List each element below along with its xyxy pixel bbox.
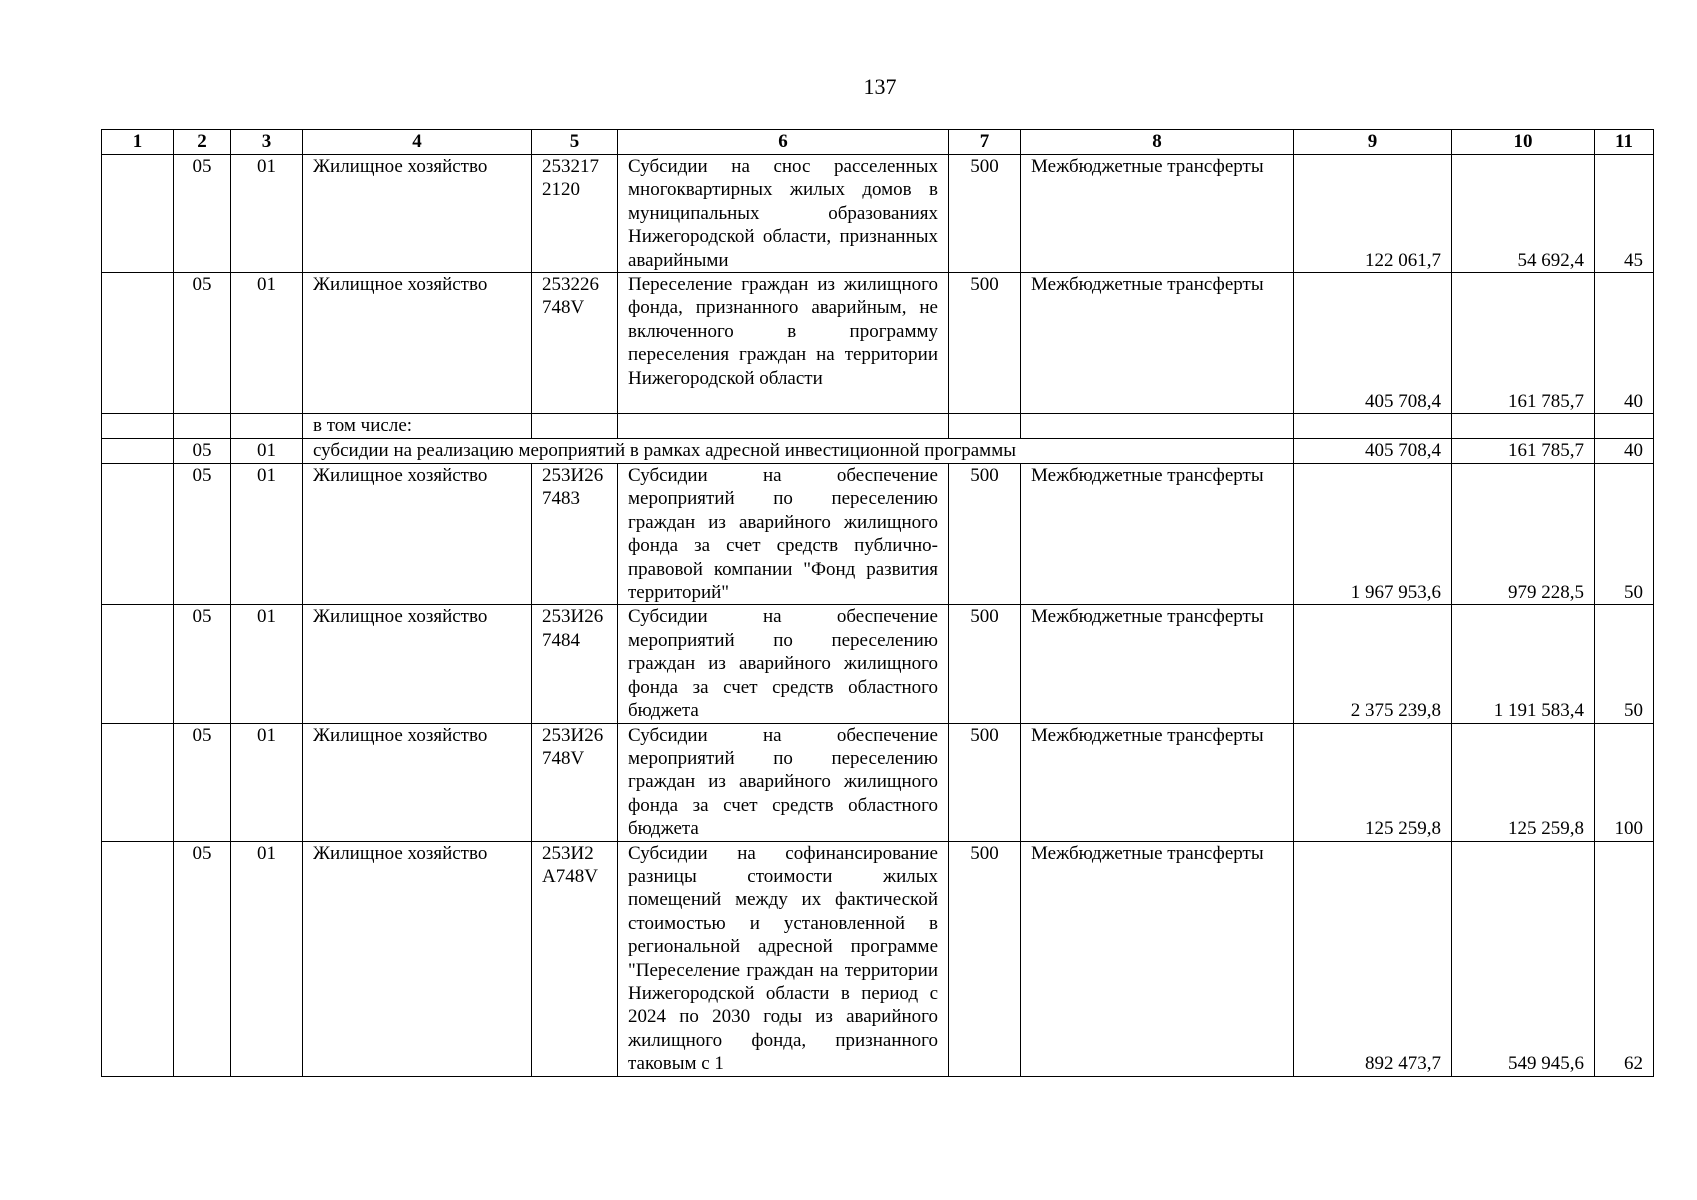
cell-target-code: 2532172120 — [532, 155, 618, 273]
cell-empty — [174, 414, 231, 439]
cell-target-code: 253226748V — [532, 273, 618, 414]
cell-subsection: 01 — [231, 439, 303, 464]
cell-expense-name: Межбюджетные трансферты — [1021, 723, 1294, 841]
header-row — [102, 130, 1654, 155]
including-label: в том числе: — [303, 414, 532, 439]
cell-empty — [1294, 414, 1452, 439]
cell-expense-type: 500 — [949, 841, 1021, 1076]
cell-expense-name: Межбюджетные трансферты — [1021, 841, 1294, 1076]
cell-amount-10: 125 259,8 — [1452, 723, 1595, 841]
table-row — [102, 464, 1654, 605]
cell-purpose: Субсидии на обеспечение мероприятий по переселению граждан из аварийного жилищного фонда за счет средств публично-правовой компании "Фонд развития территорий" — [618, 464, 949, 605]
cell-percent: 50 — [1595, 605, 1654, 723]
cell-amount-10: 161 785,7 — [1452, 439, 1595, 464]
cell-empty — [1021, 414, 1294, 439]
cell-empty — [102, 841, 174, 1076]
cell-purpose: Переселение граждан из жилищного фонда, признанного аварийным, не включенного в программу переселения граждан на территории Нижегородской области — [618, 273, 949, 414]
cell-percent: 62 — [1595, 841, 1654, 1076]
table-row — [102, 605, 1654, 723]
cell-amount-10: 161 785,7 — [1452, 273, 1595, 414]
cell-expense-type: 500 — [949, 723, 1021, 841]
cell-expense-name: Межбюджетные трансферты — [1021, 155, 1294, 273]
cell-subsection: 01 — [231, 723, 303, 841]
cell-percent: 100 — [1595, 723, 1654, 841]
header-cell: 4 — [303, 130, 532, 155]
cell-section: 05 — [174, 273, 231, 414]
cell-amount-9: 125 259,8 — [1294, 723, 1452, 841]
cell-section: 05 — [174, 464, 231, 605]
cell-subsection: 01 — [231, 273, 303, 414]
header-cell: 10 — [1452, 130, 1595, 155]
cell-empty — [1595, 414, 1654, 439]
cell-amount-9: 405 708,4 — [1294, 439, 1452, 464]
cell-amount-9: 2 375 239,8 — [1294, 605, 1452, 723]
cell-percent: 45 — [1595, 155, 1654, 273]
cell-name: Жилищное хозяйство — [303, 605, 532, 723]
cell-amount-9: 122 061,7 — [1294, 155, 1452, 273]
subtotal-row — [102, 439, 1654, 464]
cell-section: 05 — [174, 605, 231, 723]
cell-empty — [102, 414, 174, 439]
cell-amount-9: 405 708,4 — [1294, 273, 1452, 414]
page-number: 137 — [863, 74, 897, 99]
cell-name: Жилищное хозяйство — [303, 155, 532, 273]
header-cell: 7 — [949, 130, 1021, 155]
header-cell: 6 — [618, 130, 949, 155]
cell-target-code: 253И267483 — [532, 464, 618, 605]
cell-purpose: Субсидии на софинансирование разницы стоимости жилых помещений между их фактической стоимостью и установленной в региональной адресной программе "Переселение граждан на территории Нижегородской области в период с 2024 по 2030 годы из аварийного жилищного фонда, признанного таковым с 1 — [618, 841, 949, 1076]
cell-percent: 40 — [1595, 273, 1654, 414]
cell-empty — [618, 414, 949, 439]
cell-empty — [102, 155, 174, 273]
header-cell: 3 — [231, 130, 303, 155]
cell-section: 05 — [174, 841, 231, 1076]
cell-purpose: Субсидии на снос расселенных многоквартирных жилых домов в муниципальных образованиях Нижегородской области, признанных аварийными — [618, 155, 949, 273]
cell-empty — [1452, 414, 1595, 439]
cell-percent: 40 — [1595, 439, 1654, 464]
cell-expense-type: 500 — [949, 605, 1021, 723]
cell-empty — [231, 414, 303, 439]
cell-empty — [102, 464, 174, 605]
cell-amount-9: 892 473,7 — [1294, 841, 1452, 1076]
cell-name: Жилищное хозяйство — [303, 273, 532, 414]
cell-name: Жилищное хозяйство — [303, 723, 532, 841]
cell-name: Жилищное хозяйство — [303, 464, 532, 605]
cell-target-code: 253И267484 — [532, 605, 618, 723]
cell-empty — [102, 273, 174, 414]
cell-target-code: 253И2А748V — [532, 841, 618, 1076]
header-cell: 2 — [174, 130, 231, 155]
cell-subsection: 01 — [231, 841, 303, 1076]
cell-expense-name: Межбюджетные трансферты — [1021, 605, 1294, 723]
cell-empty — [102, 605, 174, 723]
cell-expense-type: 500 — [949, 273, 1021, 414]
cell-empty — [102, 723, 174, 841]
budget-table — [101, 129, 1654, 1077]
cell-purpose: Субсидии на обеспечение мероприятий по переселению граждан из аварийного жилищного фонда за счет средств областного бюджета — [618, 605, 949, 723]
cell-amount-10: 549 945,6 — [1452, 841, 1595, 1076]
cell-section: 05 — [174, 723, 231, 841]
cell-expense-type: 500 — [949, 464, 1021, 605]
header-cell: 11 — [1595, 130, 1654, 155]
cell-empty — [949, 414, 1021, 439]
cell-purpose: Субсидии на обеспечение мероприятий по переселению граждан из аварийного жилищного фонда за счет средств областного бюджета — [618, 723, 949, 841]
cell-empty — [102, 439, 174, 464]
cell-expense-name: Межбюджетные трансферты — [1021, 464, 1294, 605]
cell-subsection: 01 — [231, 464, 303, 605]
cell-empty — [532, 414, 618, 439]
table-row — [102, 841, 1654, 1076]
cell-amount-9: 1 967 953,6 — [1294, 464, 1452, 605]
cell-section: 05 — [174, 155, 231, 273]
cell-subsection: 01 — [231, 155, 303, 273]
header-cell: 1 — [102, 130, 174, 155]
subtotal-text: субсидии на реализацию мероприятий в рамках адресной инвестиционной программы — [303, 439, 1294, 464]
header-cell: 8 — [1021, 130, 1294, 155]
cell-name: Жилищное хозяйство — [303, 841, 532, 1076]
including-row — [102, 414, 1654, 439]
cell-expense-name: Межбюджетные трансферты — [1021, 273, 1294, 414]
cell-amount-10: 54 692,4 — [1452, 155, 1595, 273]
header-cell: 9 — [1294, 130, 1452, 155]
cell-section: 05 — [174, 439, 231, 464]
table-row — [102, 273, 1654, 414]
cell-target-code: 253И26748V — [532, 723, 618, 841]
table-row — [102, 723, 1654, 841]
header-cell: 5 — [532, 130, 618, 155]
table-row — [102, 155, 1654, 273]
cell-amount-10: 1 191 583,4 — [1452, 605, 1595, 723]
cell-amount-10: 979 228,5 — [1452, 464, 1595, 605]
cell-percent: 50 — [1595, 464, 1654, 605]
cell-subsection: 01 — [231, 605, 303, 723]
cell-expense-type: 500 — [949, 155, 1021, 273]
